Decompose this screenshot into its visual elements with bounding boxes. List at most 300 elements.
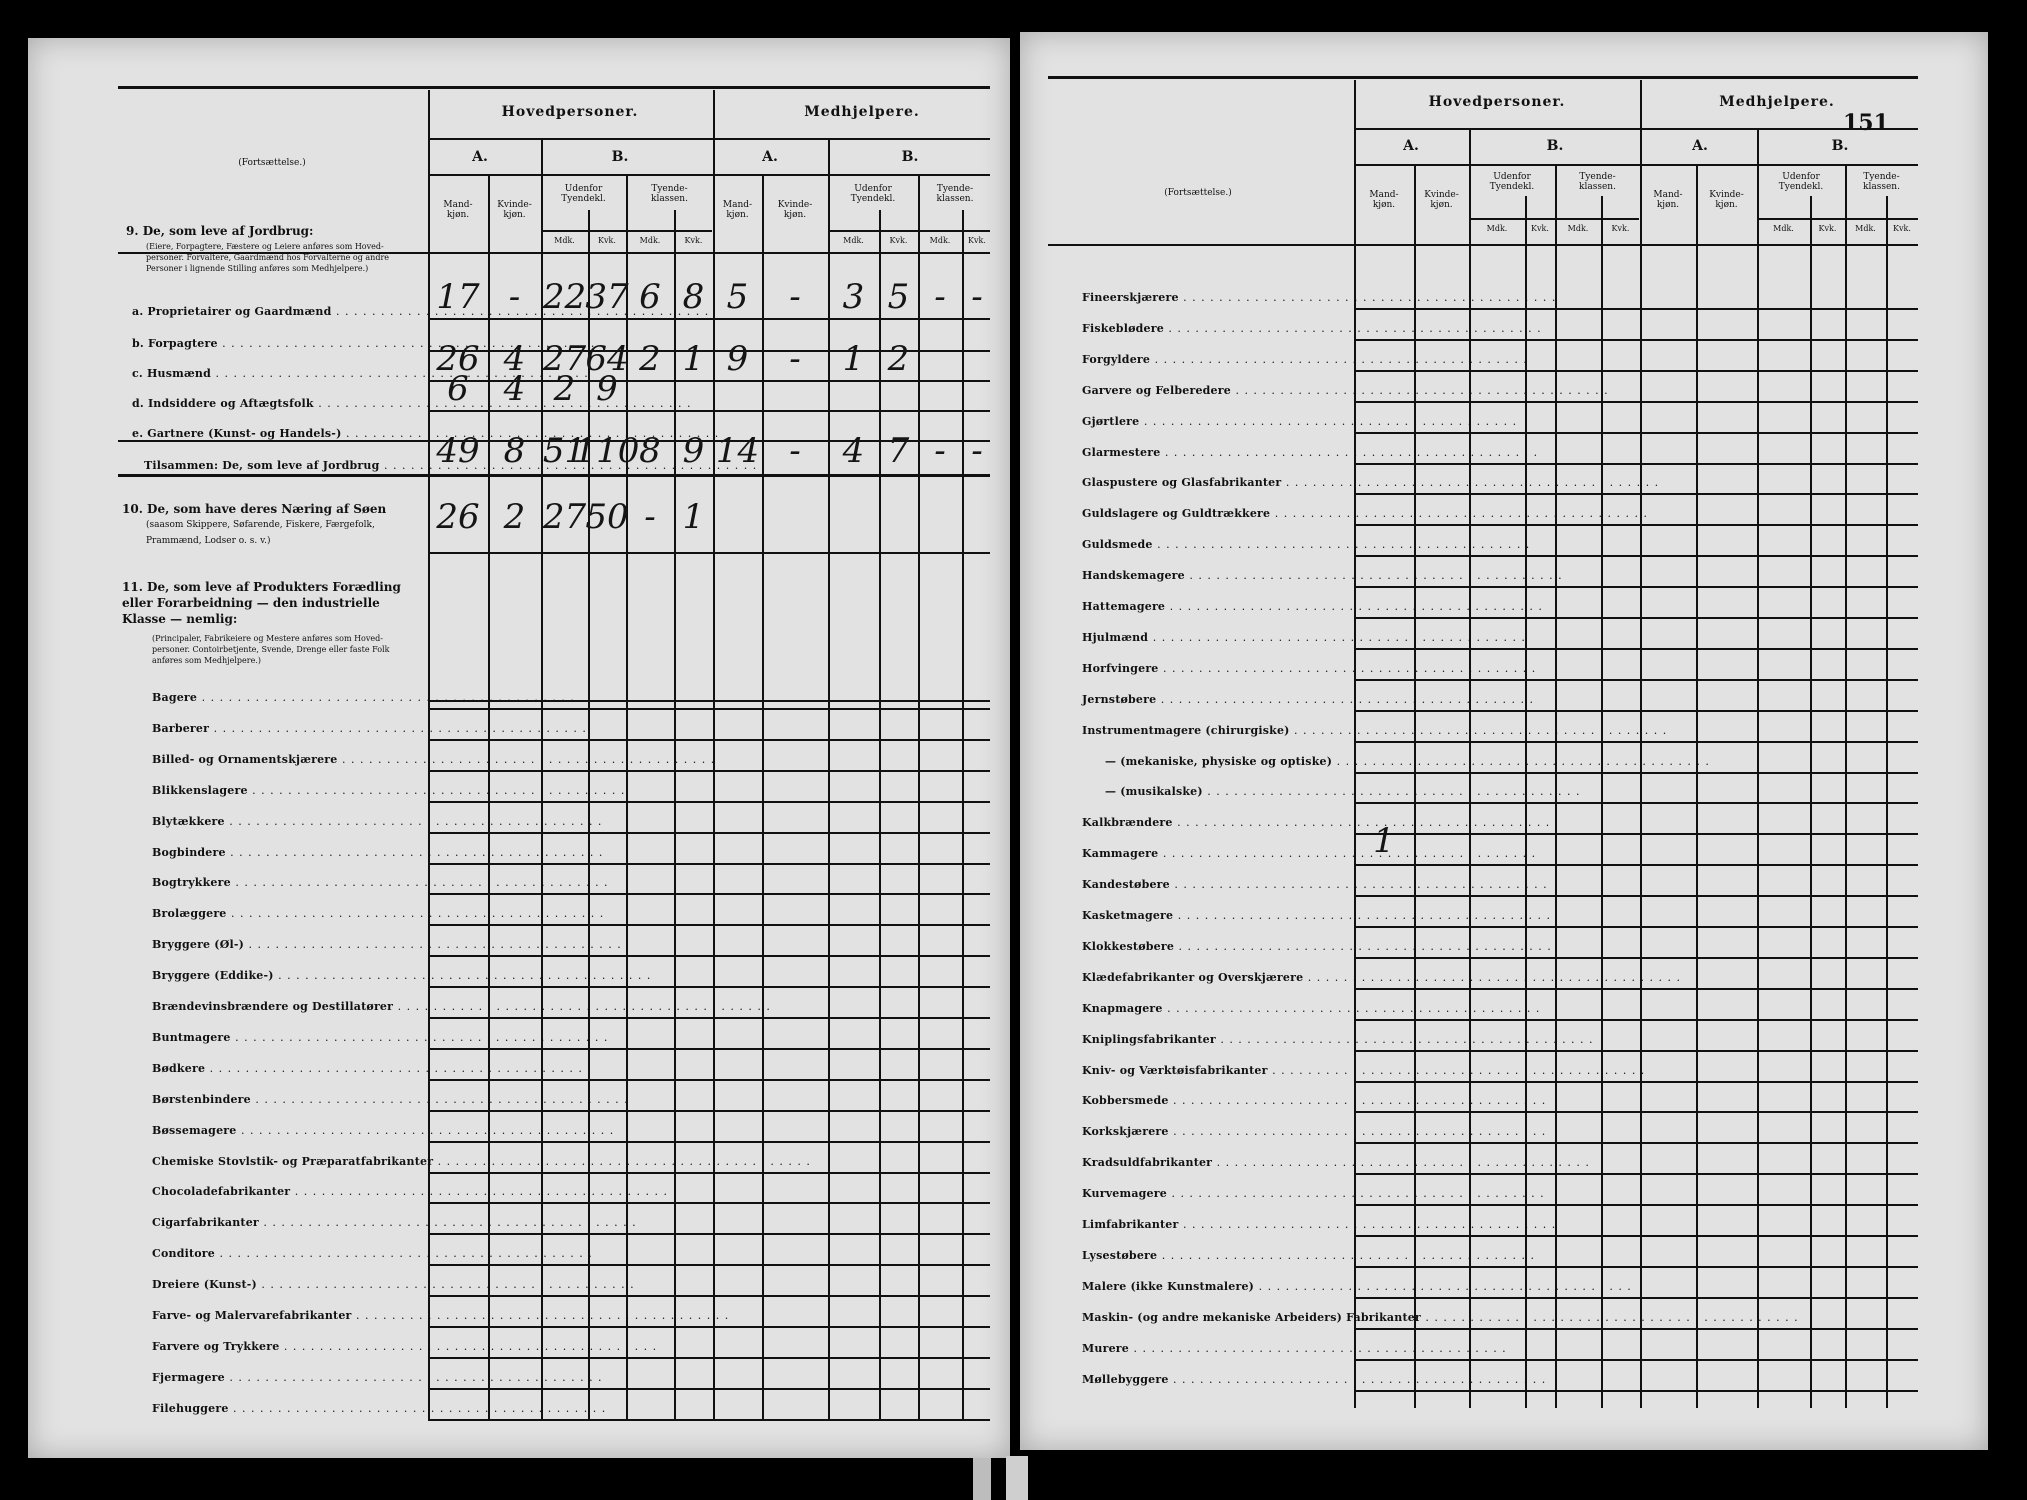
section-9-note: (Eiere, Forpagtere, Fæstere og Leiere anføres som Hoved- [146, 242, 384, 251]
column-b-header: B. [611, 149, 629, 165]
handwritten-value: 5 [887, 277, 910, 317]
rule-line [1469, 218, 1639, 220]
handwritten-value: 22 [542, 277, 587, 317]
trade-row [1082, 286, 1350, 305]
trade-row [1082, 564, 1350, 583]
handwritten-value: 5 [726, 277, 749, 317]
section-10-note: Prammænd, Lodser o. s. v.) [146, 536, 271, 546]
mandkjon-header: Mand- kjøn. [722, 200, 753, 220]
handwritten-value: 64 [585, 339, 629, 379]
rule-line [428, 955, 990, 957]
rule-line [1354, 1019, 1918, 1021]
trade-row [152, 1211, 424, 1230]
row-label: Kasketmagere . . . [1082, 909, 1551, 922]
row-label: Chemiske Stovlstik- og Præparatfabrikanter . . . [152, 1155, 811, 1168]
trade-row [1082, 657, 1350, 676]
rule-line [1757, 218, 1918, 220]
trade-row [1082, 1368, 1350, 1387]
trade-row [1082, 811, 1350, 830]
continuation-label: (Fortsættelse.) [238, 158, 306, 168]
rule-line [428, 1419, 990, 1421]
hovedpersoner-header: Hovedpersoner. [1428, 94, 1566, 110]
handwritten-value: 37 [585, 277, 629, 317]
trade-row [1082, 502, 1350, 521]
trade-row [1082, 1337, 1350, 1356]
trade-row [152, 871, 424, 890]
total-value: 51 [542, 431, 587, 471]
section-10-value: 50 [585, 497, 629, 537]
row-label: Brolæggere . . . [152, 907, 604, 920]
section-9-title: 9. De, som leve af Jordbrug: [126, 224, 314, 238]
rule-line [428, 1388, 990, 1390]
rule-line [1354, 957, 1918, 959]
mandkjon-sub-header: Mdk. [1773, 224, 1794, 233]
rule-line [428, 739, 990, 741]
binding-strip [1006, 1456, 1028, 1500]
kvindekjon-sub-header: Kvk. [1818, 224, 1837, 233]
rule-line [1354, 617, 1918, 619]
row-label: Barberer . . . [152, 722, 587, 735]
row-label: Blytækkere . . . [152, 815, 602, 828]
rule-line [1354, 1390, 1918, 1392]
section-9-note: Personer i lignende Stilling anføres som Medhjelpere.) [146, 264, 369, 273]
row-label: Bogtrykkere . . . [152, 876, 609, 889]
row-label: Conditore . . . [152, 1247, 593, 1260]
section-10-value: 26 [436, 497, 480, 537]
rule-line [1354, 895, 1918, 897]
total-row-label [144, 454, 424, 473]
page-number: 151 [1843, 110, 1889, 136]
rule-line [1354, 1359, 1918, 1361]
row-label: Instrumentmagere (chirurgiske) . . . [1082, 724, 1667, 737]
rule-line [1354, 833, 1918, 835]
medhjelpere-header: Medhjelpere. [804, 104, 920, 120]
section-10-note: (saasom Skippere, Søfarende, Fiskere, Færgefolk, [146, 520, 375, 530]
row-label: Korkskjærere . . . [1082, 1125, 1546, 1138]
rule-line [1354, 555, 1918, 557]
trade-row [1082, 471, 1350, 490]
rule-line [1354, 772, 1918, 774]
row-label: Bagere . . . [152, 691, 575, 704]
row-label: — (mekaniske, physiske og optiske) . . . [1105, 755, 1710, 768]
rule-line [428, 1141, 990, 1143]
rule-line [1048, 76, 1918, 79]
row-label: — (musikalske) . . . [1105, 785, 1581, 798]
column-b-header: B. [901, 149, 919, 165]
total-value: - [934, 431, 946, 471]
kvindekjon-sub-header: Kvk. [684, 236, 703, 245]
row-label: Kradsuldfabrikanter . . . [1082, 1156, 1590, 1169]
trade-row [1082, 626, 1350, 645]
binding-strip [973, 1458, 991, 1500]
trade-row [152, 1397, 424, 1416]
column-line [879, 210, 881, 1420]
column-a-header: A. [1692, 138, 1708, 154]
trade-row [152, 995, 424, 1014]
trade-row [1082, 966, 1350, 985]
rule-line [1354, 128, 1918, 130]
rule-line [1354, 926, 1918, 928]
total-value: - [971, 431, 983, 471]
rule-line [1354, 864, 1918, 866]
trade-row [152, 1304, 424, 1323]
column-a-header: A. [1403, 138, 1419, 154]
row-4 [132, 392, 424, 411]
trade-row [1082, 1244, 1350, 1263]
row-label: Handskemagere . . . [1082, 569, 1563, 582]
tyendeklassen-header: Tyende- klassen. [651, 184, 688, 204]
trade-row [152, 1026, 424, 1045]
handwritten-value: 9 [596, 369, 618, 409]
mandkjon-sub-header: Mdk. [554, 236, 575, 245]
rule-line [1048, 244, 1918, 246]
rule-line [1354, 432, 1918, 434]
rule-line [428, 1295, 990, 1297]
handwritten-value: - [971, 277, 983, 317]
trade-row [152, 1088, 424, 1107]
rule-line [428, 1110, 990, 1112]
rule-line [1354, 1204, 1918, 1206]
section-9-note: personer. Forvaltere, Gaardmænd hos Forvalterne og andre [146, 253, 390, 262]
row-label: Glarmestere . . . [1082, 446, 1538, 459]
section-10-value: 2 [503, 497, 526, 537]
rule-line [1354, 1173, 1918, 1175]
handwritten-value: - [789, 339, 801, 379]
total-value: 9 [682, 431, 705, 471]
rule-line [428, 770, 990, 772]
total-value: 8 [503, 431, 526, 471]
kvindekjon-sub-header: Kvk. [1531, 224, 1549, 233]
trade-row [152, 1150, 434, 1169]
row-label: Bødkere . . . [152, 1062, 583, 1075]
trade-row [152, 1119, 424, 1138]
handwritten-value: 2 [887, 339, 910, 379]
row-label: Chocoladefabrikanter . . . [152, 1185, 668, 1198]
trade-row [1082, 533, 1350, 552]
trade-row [1082, 348, 1350, 367]
trade-row [152, 933, 424, 952]
rule-line [428, 318, 990, 320]
row-label: c. Husmænd . . . [132, 367, 589, 380]
row-5 [132, 422, 424, 441]
row-label: Kniplingsfabrikanter . . . [1082, 1033, 1594, 1046]
rule-line [541, 230, 712, 232]
trade-row [1082, 379, 1350, 398]
trade-row [1082, 1120, 1350, 1139]
row-label: Blikkenslagere . . . [152, 784, 625, 797]
kvindekjon-sub-header: Kvk. [598, 236, 616, 245]
rule-line [428, 410, 990, 412]
row-label: Farve- og Malervarefabrikanter . . . [152, 1309, 729, 1322]
kammagere-value: 1 [1373, 821, 1395, 862]
rule-line [1354, 802, 1918, 804]
kvindekjon-header: Kvinde- kjøn. [1709, 190, 1744, 210]
kvindekjon-sub-header: Kvk. [968, 236, 986, 245]
trade-row [1082, 1059, 1350, 1078]
mandkjon-sub-header: Mdk. [1855, 224, 1876, 233]
row-label: Kobbersmede . . . [1082, 1094, 1546, 1107]
row-label: Gjørtlere . . . [1082, 415, 1517, 428]
handwritten-value: - [508, 277, 521, 317]
trade-row [1082, 1182, 1350, 1201]
rule-line [428, 138, 990, 140]
handwritten-value: 2 [553, 369, 576, 409]
row-label: Fiskeblødere . . . [1082, 322, 1542, 335]
section-11-note: (Principaler, Fabrikeiere og Mestere anføres som Hoved- [152, 634, 383, 643]
handwritten-value: - [789, 277, 801, 317]
row-label: Billed- og Ornamentskjærere . . . [152, 753, 715, 766]
section-10-value: - [644, 497, 656, 537]
trade-row [1105, 780, 1350, 799]
rule-line [1354, 524, 1918, 526]
row-2 [132, 332, 424, 351]
rule-line [1354, 401, 1918, 403]
medhjelpere-header: Medhjelpere. [1719, 94, 1835, 110]
section-10-title: 10. De, som have deres Næring af Søen [122, 502, 387, 516]
row-label: e. Gartnere (Kunst- og Handels-) . . . [132, 427, 719, 440]
handwritten-value: 8 [682, 277, 705, 317]
row-label: Dreiere (Kunst-) . . . [152, 1278, 635, 1291]
row-label: Bryggere (Øl-) . . . [152, 938, 622, 951]
row-label: Filehuggere . . . [152, 1402, 606, 1415]
tyendeklassen-header: Tyende- klassen. [1579, 172, 1616, 192]
row-label: Bøssemagere . . . [152, 1124, 614, 1137]
row-label: Fineerskjærere . . . [1082, 291, 1556, 304]
rule-line [1354, 1328, 1918, 1330]
rule-line [428, 801, 990, 803]
trade-row [152, 686, 424, 705]
column-line [1757, 130, 1759, 1408]
column-a-header: A. [762, 149, 778, 165]
rule-line [428, 1172, 990, 1174]
trade-row [1082, 719, 1350, 738]
section-11-title: 11. De, som leve af Produkters Forædling [122, 580, 401, 594]
rule-line [428, 893, 990, 895]
rule-line [1354, 1297, 1918, 1299]
row-label: Farvere og Trykkere . . . [152, 1340, 657, 1353]
handwritten-value: 6 [639, 277, 661, 317]
rule-line [428, 1264, 990, 1266]
trade-row [1082, 842, 1350, 861]
row-label: Murere . . . [1082, 1342, 1507, 1355]
rule-line [428, 863, 990, 865]
rule-line [1354, 1266, 1918, 1268]
tyendeklassen-header: Tyende- klassen. [1863, 172, 1900, 192]
kvindekjon-header: Kvinde- kjøn. [777, 200, 813, 220]
trade-row [1082, 410, 1350, 429]
row-label: Møllebyggere . . . [1082, 1373, 1546, 1386]
rule-line [1354, 586, 1918, 588]
row-label: Hjulmænd . . . [1082, 631, 1526, 644]
column-line [962, 210, 964, 1420]
trade-row [152, 902, 424, 921]
rule-line [428, 1202, 990, 1204]
rule-line [1354, 1111, 1918, 1113]
rule-line [428, 1079, 990, 1081]
trade-row [1082, 1089, 1350, 1108]
rule-line [1354, 370, 1918, 372]
trade-row [1105, 750, 1350, 769]
row-label: Kniv- og Værktøisfabrikanter . . . [1082, 1064, 1645, 1077]
row-label: a. Proprietairer og Gaardmænd . . . [132, 305, 709, 318]
mandkjon-sub-header: Mdk. [1567, 224, 1589, 233]
udenfor-tyendekl-header: Udenfor Tyendekl. [561, 184, 606, 204]
trade-row [1082, 441, 1350, 460]
rule-line [1354, 1081, 1918, 1083]
rule-line [428, 832, 990, 834]
trade-row [152, 748, 424, 767]
row-label: Garvere og Felberedere . . . [1082, 384, 1609, 397]
rule-line [428, 1326, 990, 1328]
row-label: Buntmagere . . . [152, 1031, 608, 1044]
row-label: b. Forpagtere . . . [132, 337, 595, 350]
kvindekjon-sub-header: Kvk. [1893, 224, 1911, 233]
rule-line [428, 552, 990, 554]
trade-row [1082, 1213, 1350, 1232]
trade-row [1082, 688, 1350, 707]
trade-row [1082, 904, 1350, 923]
hovedpersoner-header: Hovedpersoner. [501, 104, 639, 120]
row-label: Kammagere . . . [1082, 847, 1536, 860]
total-value: 7 [887, 431, 910, 471]
mandkjon-sub-header: Mdk. [929, 236, 951, 245]
trade-row [152, 1057, 424, 1076]
row-label: Malere (ikke Kunstmalere) . . . [1082, 1280, 1632, 1293]
rule-line [1354, 679, 1918, 681]
rule-line [1354, 463, 1918, 465]
mandkjon-header: Mand- kjøn. [1369, 190, 1399, 210]
row-label: Børstenbindere . . . [152, 1093, 629, 1106]
section-11-note: anføres som Medhjelpere.) [152, 656, 262, 665]
handwritten-value: 17 [436, 277, 480, 317]
udenfor-tyendekl-header: Udenfor Tyendekl. [850, 184, 896, 204]
row-label: Jernstøbere . . . [1082, 693, 1534, 706]
rule-line [1354, 988, 1918, 990]
rule-line [1354, 493, 1918, 495]
total-value: - [789, 431, 801, 471]
total-value: 110 [574, 431, 640, 471]
mandkjon-header: Mand- kjøn. [443, 200, 473, 220]
row-label: Knapmagere . . . [1082, 1002, 1540, 1015]
udenfor-tyendekl-header: Udenfor Tyendekl. [1778, 172, 1824, 192]
rule-line [428, 1017, 990, 1019]
row-label: Cigarfabrikanter . . . [152, 1216, 637, 1229]
mandkjon-sub-header: Mdk. [639, 236, 661, 245]
kvindekjon-header: Kvinde- kjøn. [497, 200, 532, 220]
trade-row [152, 1273, 424, 1292]
total-value: 14 [715, 431, 760, 471]
trade-row [1082, 317, 1350, 336]
column-line [1354, 80, 1356, 1408]
column-a-header: A. [472, 149, 488, 165]
section-11-title: eller Forarbeidning — den industrielle [122, 596, 380, 610]
column-line [1640, 80, 1642, 1408]
column-b-header: B. [1546, 138, 1564, 154]
row-label: Bryggere (Eddike-) . . . [152, 969, 651, 982]
section-11-title: Klasse — nemlig: [122, 612, 238, 626]
rule-line [1354, 308, 1918, 310]
column-line [674, 210, 676, 1420]
trade-row [152, 1335, 424, 1354]
row-label: Tilsammen: De, som leve af Jordbrug . . . [144, 459, 757, 472]
handwritten-value: 26 [436, 339, 480, 379]
row-label: Guldslagere og Guldtrækkere . . . [1082, 507, 1648, 520]
continuation-label: (Fortsættelse.) [1164, 188, 1232, 198]
rule-line [1354, 164, 1918, 166]
row-label: Guldsmede . . . [1082, 538, 1530, 551]
trade-row [1082, 1306, 1421, 1325]
rule-line [1354, 339, 1918, 341]
mandkjon-sub-header: Mdk. [843, 236, 864, 245]
row-label: Kalkbrændere . . . [1082, 816, 1550, 829]
row-label: Horfvingere . . . [1082, 662, 1536, 675]
handwritten-value: 27 [542, 339, 587, 379]
handwritten-value: 3 [842, 277, 865, 317]
rule-line [428, 708, 990, 710]
rule-line [428, 1233, 990, 1235]
mandkjon-sub-header: Mdk. [1486, 224, 1508, 233]
rule-line [1354, 710, 1918, 712]
row-label: Forgyldere . . . [1082, 353, 1528, 366]
trade-row [1082, 1028, 1350, 1047]
row-label: Maskin- (og andre mekaniske Arbeiders) Fabrikanter . . . [1082, 1311, 1799, 1324]
row-label: Kurvemagere . . . [1082, 1187, 1545, 1200]
section-10-value: 1 [682, 497, 705, 537]
rule-line [828, 230, 990, 232]
rule-line [1354, 741, 1918, 743]
trade-row [1082, 1151, 1350, 1170]
rule-line [1354, 648, 1918, 650]
row-3 [132, 362, 424, 381]
total-value: 4 [842, 431, 865, 471]
rule-line [428, 986, 990, 988]
kvindekjon-sub-header: Kvk. [1611, 224, 1630, 233]
handwritten-value: 6 [447, 369, 469, 409]
rule-line [428, 174, 990, 176]
trade-row [152, 717, 424, 736]
row-label: d. Indsiddere og Aftægtsfolk . . . [132, 397, 691, 410]
trade-row [1082, 873, 1350, 892]
row-label: Brændevinsbrændere og Destillatører . . . [152, 1000, 771, 1013]
rule-line [1354, 1050, 1918, 1052]
row-label: Hattemagere . . . [1082, 600, 1543, 613]
trade-row [152, 841, 424, 860]
column-line [1696, 166, 1698, 1408]
rule-line [428, 924, 990, 926]
section-11-note: personer. Contoirbetjente, Svende, Drenge eller faste Folk [152, 645, 390, 654]
trade-row [152, 810, 424, 829]
trade-row [152, 1242, 424, 1261]
row-label: Lysestøbere . . . [1082, 1249, 1535, 1262]
row-label: Klædefabrikanter og Overskjærere . . . [1082, 971, 1681, 984]
row-label: Limfabrikanter . . . [1082, 1218, 1556, 1231]
trade-row [152, 1180, 424, 1199]
trade-row [1082, 935, 1350, 954]
row-label: Kandestøbere . . . [1082, 878, 1548, 891]
rule-line [1354, 1142, 1918, 1144]
rule-line [118, 86, 990, 89]
rule-line [118, 474, 990, 477]
rule-line [428, 1357, 990, 1359]
rule-line [1354, 1235, 1918, 1237]
handwritten-value: 9 [726, 339, 749, 379]
row-label: Klokkestøbere . . . [1082, 940, 1552, 953]
section-10-value: 27 [542, 497, 587, 537]
tyendeklassen-header: Tyende- klassen. [936, 184, 974, 204]
kvindekjon-sub-header: Kvk. [889, 236, 908, 245]
udenfor-tyendekl-header: Udenfor Tyendekl. [1489, 172, 1535, 192]
kvindekjon-header: Kvinde- kjøn. [1424, 190, 1459, 210]
